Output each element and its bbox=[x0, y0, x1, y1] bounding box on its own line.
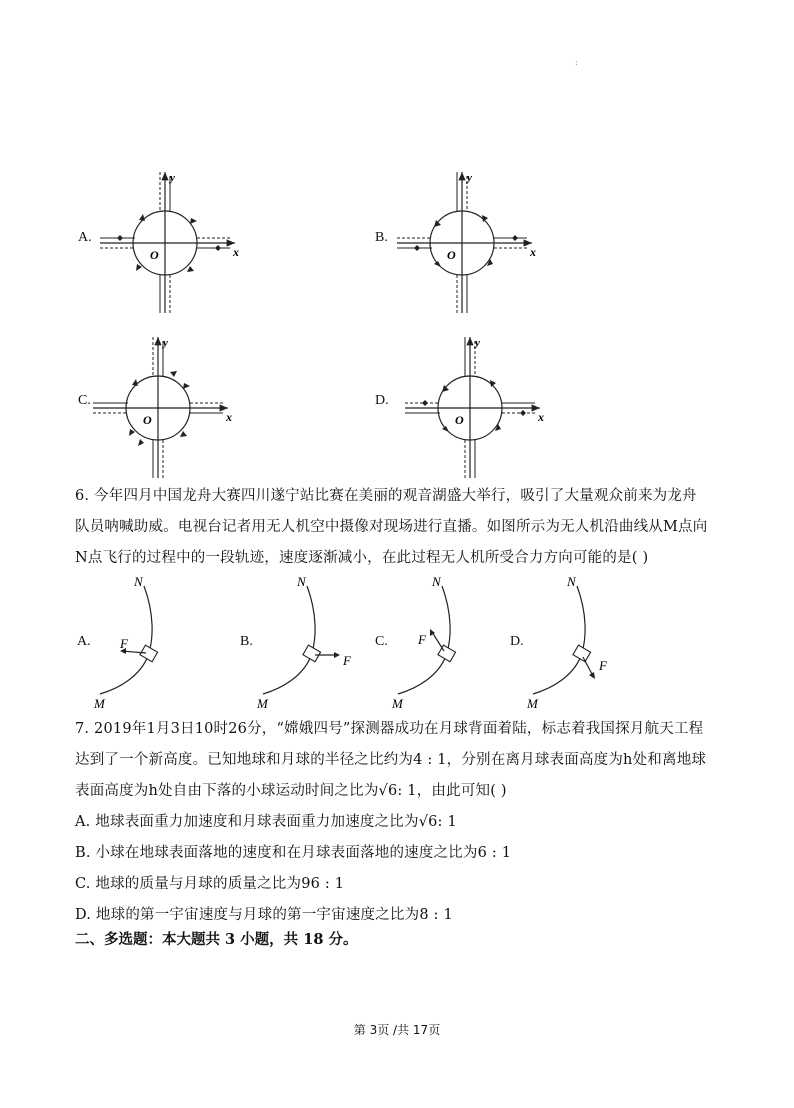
q6-text-line-2: 队员呐喊助威。电视台记者用无人机空中摄像对现场进行直播。如图所示为无人机沿曲线从M点向 bbox=[75, 519, 708, 535]
section-2-heading: 二、多选题：本大题共 3 小题，共 18 分。 bbox=[75, 931, 358, 948]
q6-b-force: F bbox=[343, 653, 351, 668]
q6-trajectory-a bbox=[92, 568, 182, 708]
q5-option-d-label: D. bbox=[375, 393, 389, 408]
q5-c-axis-y: y bbox=[163, 337, 168, 349]
q5-a-axis-y: y bbox=[170, 172, 175, 184]
q5-b-axis-x: x bbox=[530, 245, 536, 259]
q6-a-force: F bbox=[120, 636, 128, 651]
q5-option-a-label: A. bbox=[78, 230, 92, 245]
q6-trajectory-d bbox=[525, 568, 625, 708]
q7-option-c: C. 地球的质量与月球的质量之比为96 : 1 bbox=[75, 876, 345, 892]
q6-trajectory-b bbox=[255, 568, 365, 708]
q5-a-origin: O bbox=[150, 248, 159, 262]
q7-text-line-1: 7. 2019年1月3日10时26分，“嫦娥四号”探测器成功在月球背面着陆，标志着我国探月航天工程 bbox=[75, 721, 704, 737]
q6-d-force: F bbox=[599, 658, 607, 673]
q5-diagram-d bbox=[400, 333, 550, 481]
q6-option-b-label: B. bbox=[240, 634, 253, 649]
q7-text-line-3: 表面高度为h处自由下落的小球运动时间之比为√6: 1，由此可知( ) bbox=[75, 783, 507, 799]
q6-option-a-label: A. bbox=[77, 634, 91, 649]
q6-a-point-m: M bbox=[94, 696, 105, 708]
q5-c-axis-x: x bbox=[226, 410, 232, 424]
q6-trajectory-c bbox=[390, 568, 490, 708]
q5-b-origin: O bbox=[447, 248, 456, 262]
q6-b-point-n: N bbox=[297, 574, 306, 589]
q6-option-d-label: D. bbox=[510, 634, 524, 649]
header-mark: : bbox=[575, 58, 578, 67]
q5-b-axis-y: y bbox=[467, 172, 472, 184]
q6-option-c-label: C. bbox=[375, 634, 388, 649]
q5-option-b-label: B. bbox=[375, 230, 388, 245]
q5-diagram-b bbox=[392, 168, 542, 316]
q6-d-point-n: N bbox=[567, 574, 576, 589]
q5-d-axis-x: x bbox=[538, 410, 544, 424]
q7-option-d: D. 地球的第一宇宙速度与月球的第一宇宙速度之比为8 : 1 bbox=[75, 907, 453, 923]
q5-d-axis-y: y bbox=[475, 337, 480, 349]
q6-d-point-m: M bbox=[527, 696, 538, 708]
q5-diagram-a bbox=[95, 168, 245, 316]
q5-diagram-c bbox=[88, 333, 238, 481]
q5-d-origin: O bbox=[455, 413, 464, 427]
q6-c-point-m: M bbox=[392, 696, 403, 708]
q7-option-a: A. 地球表面重力加速度和月球表面重力加速度之比为√6: 1 bbox=[75, 814, 457, 830]
q6-text-line-3: N点飞行的过程中的一段轨迹，速度逐渐减小，在此过程无人机所受合力方向可能的是( ) bbox=[75, 550, 649, 566]
page-footer: 第 3页 /共 17页 bbox=[353, 1023, 441, 1037]
q6-text-line-1: 6. 今年四月中国龙舟大赛四川遂宁站比赛在美丽的观音湖盛大举行，吸引了大量观众前来为龙舟 bbox=[75, 488, 697, 504]
q6-c-force: F bbox=[418, 632, 426, 647]
q6-a-point-n: N bbox=[134, 574, 143, 589]
q5-a-axis-x: x bbox=[233, 245, 239, 259]
q5-c-origin: O bbox=[143, 413, 152, 427]
q7-text-line-2: 达到了一个新高度。已知地球和月球的半径之比约为4 : 1，分别在离月球表面高度为h处和离地球 bbox=[75, 752, 707, 768]
q5-option-c-label: C. bbox=[78, 393, 91, 408]
q6-c-point-n: N bbox=[432, 574, 441, 589]
q6-b-point-m: M bbox=[257, 696, 268, 708]
q7-option-b: B. 小球在地球表面落地的速度和在月球表面落地的速度之比为6 : 1 bbox=[75, 845, 512, 861]
